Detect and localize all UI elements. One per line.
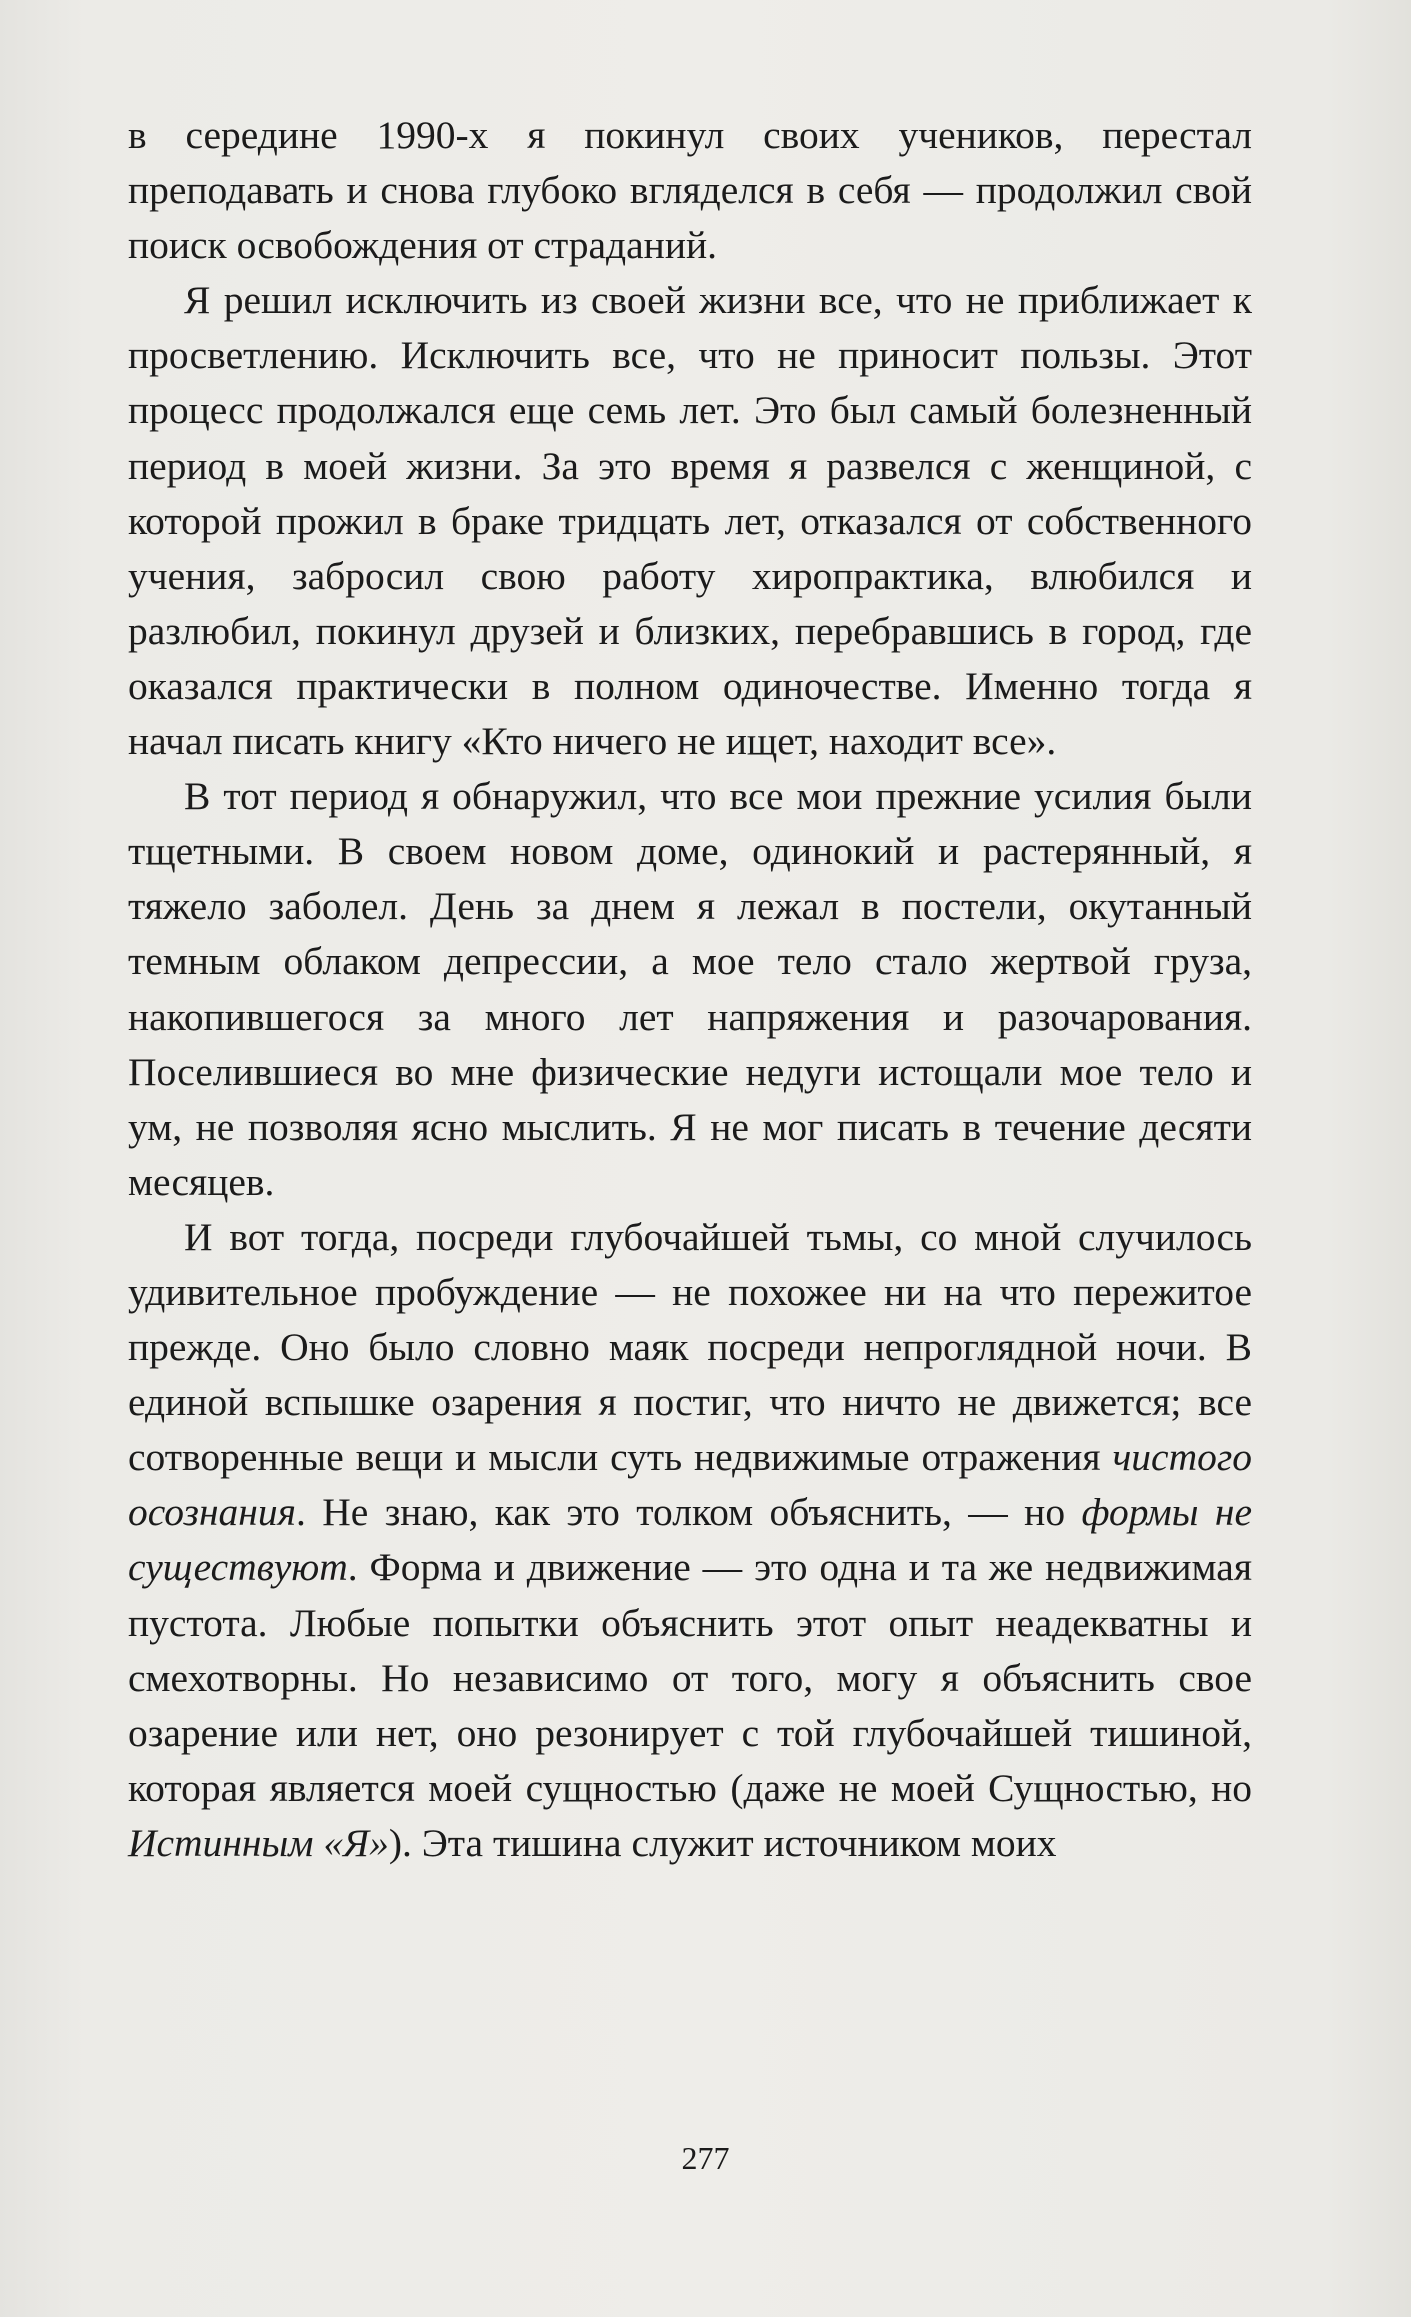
paragraph — [128, 769, 1252, 1210]
body-text — [128, 108, 1252, 1871]
text-run: в середине 1990-х я покинул своих учеников, перестал преподавать и снова глубоко вгляделся в себя — продолжил свой поиск освобождения от страданий. — [128, 113, 1252, 268]
page-number: 277 — [681, 2140, 730, 2176]
italic-text: формы не существуют — [128, 1490, 1252, 1590]
text-run: . Форма и движение — это одна и та же недвижимая пустота. Любые попытки объяснить этот опыт неадекватны и смехотворны. Но независимо от того, могу я объяснить свое озарение или нет, оно резонирует с той глубочайшей тишиной, которая является моей сущностью (даже не моей Сущностью, но — [128, 1545, 1252, 1810]
text-run: Я решил исключить из своей жизни все, что не приближает к просветлению. Исключить все, что не приносит пользы. Этот процесс продолжался еще семь лет. Это был самый болезненный период в моей жизни. За это время я развелся с женщиной, с которой прожил в браке тридцать лет, отказался от собственного учения, забросил свою работу хиропрактика, влюбился и разлюбил, покинул друзей и близких, перебравшись в город, где оказался практически в полном одиночестве. Именно тогда я начал писать книгу «Кто ничего не ищет, находит все». — [128, 278, 1252, 764]
italic-text: чистого осознания — [128, 1435, 1252, 1535]
text-run: И вот тогда, посреди глубочайшей тьмы, со мной случилось удивительное пробуждение — не похожее ни на что пережитое прежде. Оно было словно маяк посреди непроглядной ночи. В единой вспышке озарения я постиг, что ничто не движется; все сотворенные вещи и мысли суть недвижимые отражения — [128, 1214, 1252, 1480]
italic-text: Истинным «Я» — [128, 1820, 389, 1865]
text-run: . Не знаю, как это толком объяснить, — но — [296, 1490, 1082, 1535]
paragraph — [128, 108, 1252, 273]
paragraph — [128, 273, 1252, 769]
text-run: В тот период я обнаружил, что все мои прежние усилия были тщетными. В своем новом доме, одинокий и растерянный, я тяжело заболел. День за днем я лежал в постели, окутанный темным облаком депрессии, а мое тело стало жертвой груза, накопившегося за много лет напряжения и разочарования. Поселившиеся во мне физические недуги истощали мое тело и ум, не позволяя ясно мыслить. Я не мог писать в течение десяти месяцев. — [128, 774, 1252, 1204]
text-run: ). Эта тишина служит источником моих — [388, 1820, 1057, 1865]
paragraph — [128, 1210, 1252, 1871]
